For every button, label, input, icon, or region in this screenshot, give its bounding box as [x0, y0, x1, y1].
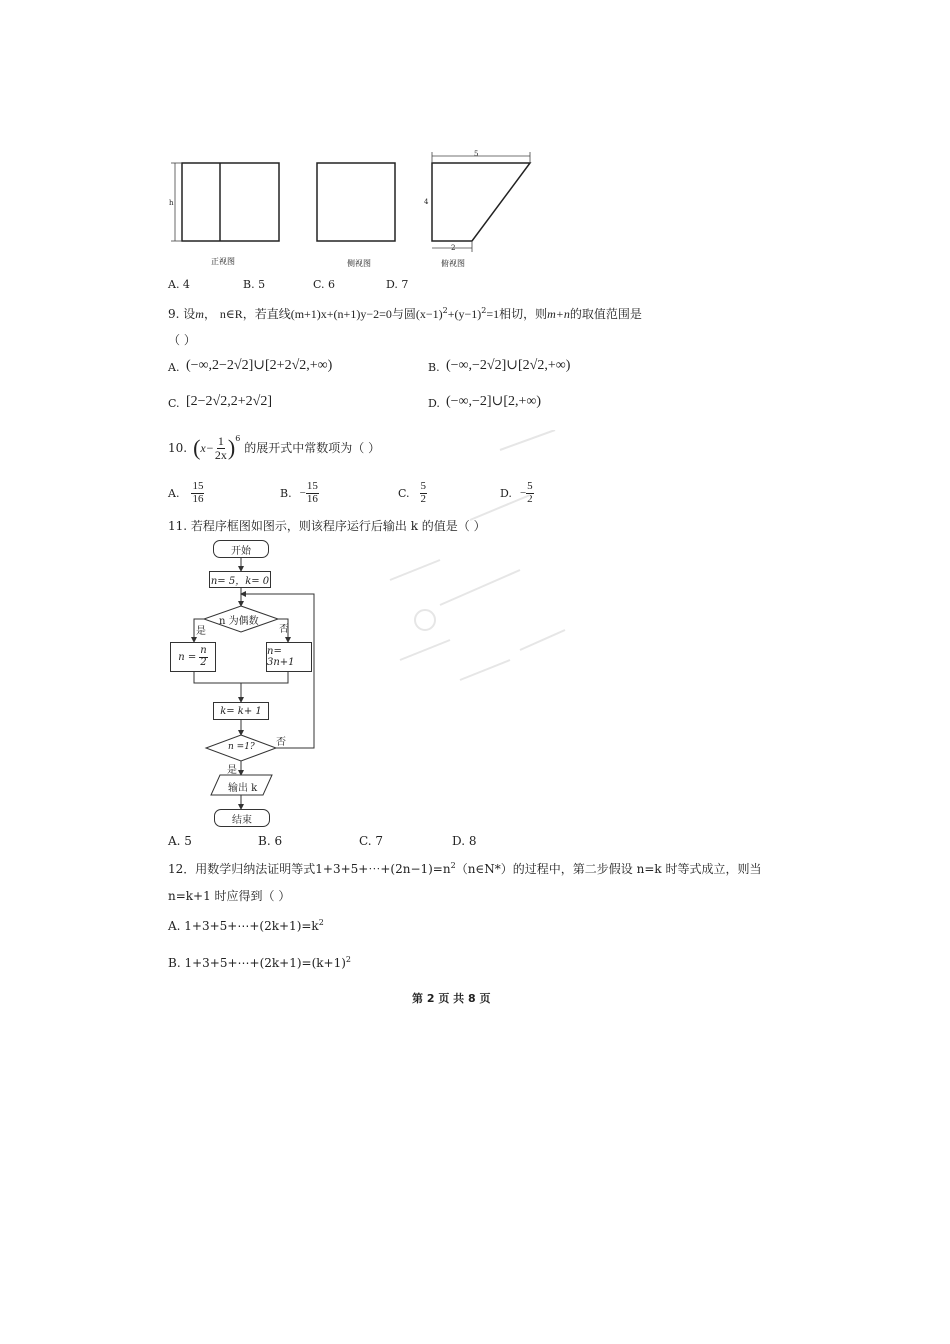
q9-option-a-label: A.	[168, 361, 180, 374]
q8-option-d: D. 7	[386, 278, 409, 291]
q11-stem: 11. 若程序框图如图示，则该程序运行后输出 k 的值是（ ）	[168, 519, 486, 533]
watermark-stamps	[380, 430, 580, 710]
dim-top-label: 5	[474, 150, 479, 158]
three-views-figure	[160, 145, 550, 270]
q9-option-d-label: D.	[428, 397, 440, 410]
flowchart-output-label: 输出 k	[228, 783, 258, 794]
q9-option-c: [2−2√2,2+2√2]	[186, 394, 272, 409]
page-footer: 第 2 页 共 8 页	[412, 992, 491, 1005]
q9-paren: （ ）	[168, 333, 196, 347]
flowchart-right-box: n= 3n+1	[266, 642, 312, 672]
dim-left-label: 4	[424, 198, 429, 206]
q12-stem-line2: n=k+1 时应得到（ ）	[168, 889, 291, 903]
q12-option-a: A. $1+3+5+\cdots+(2k+1)=k^2$	[168, 918, 324, 933]
flowchart-init: n= 5，k= 0	[209, 571, 271, 588]
flowchart-yes-label: 是	[196, 626, 206, 637]
q11-option-d: D. 8	[452, 834, 477, 848]
flowchart-increment: k= k+ 1	[213, 702, 269, 720]
q8-option-c: C. 6	[313, 278, 336, 291]
q9-option-c-label: C.	[168, 397, 180, 410]
q11-option-b: B. 6	[258, 834, 283, 848]
q9-stem: 9. 设m， n∈R，若直线(m+1)x+(n+1)y−2=0与圆$(x-1)^2+(y-1)^2=1$相切，则m+n的取值范围是	[168, 306, 642, 321]
q10-option-b: B. − $\frac{15}{16}$	[280, 480, 318, 505]
q10-option-c: C. $\frac{5}{2}$	[398, 480, 427, 505]
q12-option-b: B. $1+3+5+\cdots+(2k+1)=(k+1)^2$	[168, 955, 352, 970]
flowchart-cond2-label: n =1?	[228, 742, 255, 752]
front-view-label: 正视图	[211, 257, 235, 266]
q9-option-a: (−∞,2−2√2]∪[2+2√2,+∞)	[186, 358, 333, 373]
dim-h-label: h	[169, 199, 174, 207]
q12-stem-line1: 12．用数学归纳法证明等式$1+3+5+\cdots+(2n-1)=n^2(n\in N*)$的过程中，第二步假设 n=k 时等式成立，则当	[168, 861, 762, 876]
side-view-label: 侧视图	[347, 259, 371, 268]
flowchart-end: 结束	[214, 809, 270, 827]
q8-option-b: B. 5	[243, 278, 266, 291]
flowchart-cond1-label: n 为偶数	[219, 616, 259, 627]
top-view-shape	[432, 163, 530, 241]
flowchart-yes2-label: 是	[227, 765, 237, 776]
top-view-label: 俯视图	[441, 259, 465, 268]
q9-option-b-label: B.	[428, 361, 440, 374]
q8-option-a: A. 4	[168, 278, 190, 291]
dim-bottom-label: 2	[451, 244, 456, 252]
q9-option-b: (−∞,−2√2]∪[2√2,+∞)	[446, 358, 571, 373]
flowchart-no-label: 否	[279, 624, 289, 635]
side-view-rect	[317, 163, 395, 241]
front-view-rect	[182, 163, 279, 241]
flowchart-no2-label: 否	[276, 737, 286, 748]
q10-option-d: D. − $\frac{5}{2}$	[500, 480, 533, 505]
flowchart-start: 开始	[213, 540, 269, 558]
q10-option-a: A. $\frac{15}{16}$	[168, 480, 204, 505]
q10-stem: 10. ( x− $\frac{1}{2x}$ ) $^6$ 的展开式中常数项为（ ）	[168, 434, 381, 462]
q11-option-a: A. 5	[168, 834, 192, 848]
flowchart-left-box: n = $\frac{n}{2}$	[170, 642, 216, 672]
q9-option-d: (−∞,−2]∪[2,+∞)	[446, 394, 542, 409]
q11-option-c: C. 7	[359, 834, 384, 848]
